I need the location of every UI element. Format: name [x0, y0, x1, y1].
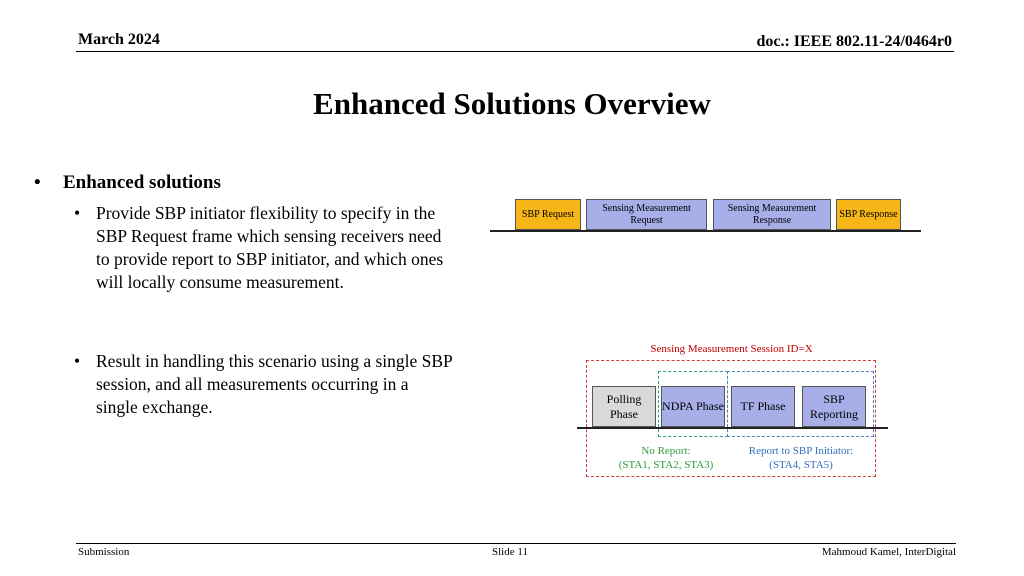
phase-sbp-reporting: SBP Reporting: [802, 386, 866, 427]
frame-sbp-response: SBP Response: [836, 199, 901, 230]
phase-polling: Polling Phase: [592, 386, 656, 427]
phase-ndpa: NDPA Phase: [661, 386, 725, 427]
no-report-line2: (STA1, STA2, STA3): [618, 459, 714, 471]
no-report-note: [602, 444, 730, 472]
footer-slide-number: Slide 11: [492, 546, 528, 558]
bullet-main: [34, 172, 221, 194]
bullet-sub-2-dot: •: [74, 351, 81, 371]
footer-submission: Submission: [78, 546, 130, 558]
phase-tf: TF Phase: [731, 386, 795, 427]
no-report-line1: No Report:: [641, 445, 691, 457]
report-note: [736, 444, 866, 472]
bullet-main-dot: •: [34, 172, 41, 193]
bullet-sub-1-dot: •: [74, 203, 81, 223]
header-date: March 2024: [78, 31, 160, 48]
frame-sensing-measurement-request: Sensing Measurement Request: [586, 199, 707, 230]
slide-title: Enhanced Solutions Overview: [313, 86, 711, 121]
footer-divider: [76, 543, 956, 544]
report-line1: Report to SBP Initiator:: [748, 445, 854, 457]
bullet-sub-2: [74, 350, 454, 419]
bullet-sub-1-text: Provide SBP initiator flexibility to specify in the SBP Request frame which sensing receivers need to provide report to SBP initiator, and which ones will locally consume measurement.: [96, 203, 444, 292]
report-line2: (STA4, STA5): [769, 459, 833, 471]
frame-sbp-request: SBP Request: [515, 199, 581, 230]
header-doc-id: doc.: IEEE 802.11-24/0464r0: [756, 33, 952, 50]
session-timeline: [577, 427, 888, 429]
frame-sensing-measurement-response: Sensing Measurement Response: [713, 199, 831, 230]
bullet-sub-1: [74, 202, 454, 294]
bullet-sub-2-text: Result in handling this scenario using a single SBP session, and all measurements occurring in a single exchange.: [96, 351, 453, 417]
frame-timeline: [490, 230, 921, 232]
header-divider: [76, 51, 954, 52]
footer-author: Mahmoud Kamel, InterDigital: [821, 546, 956, 558]
bullet-main-text: Enhanced solutions: [63, 172, 221, 193]
session-title: Sensing Measurement Session ID=X: [650, 343, 813, 355]
